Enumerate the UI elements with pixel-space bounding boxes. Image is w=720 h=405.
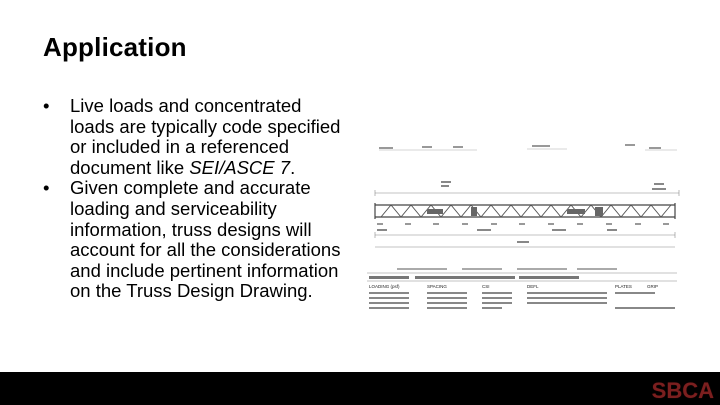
joint-labels [377,223,669,225]
plate-offsets-row [397,268,617,270]
table-header-plates: PLATES [615,284,632,289]
truss-webs [381,205,671,217]
dimension-labels-top [441,181,666,190]
bullet-text-1b: . [290,156,296,178]
bullet-item-1 [43,96,343,178]
table-header-loading: LOADING (psf) [369,284,400,289]
design-table [369,284,658,289]
dimension-line-bottom [375,232,675,247]
dimension-line-top [375,190,679,196]
footer-bar [0,372,720,405]
table-header-grip: GRIP [647,284,659,289]
bullet-list [43,96,343,302]
slide-title: Application [43,32,187,62]
sbca-logo: SBCA [651,378,714,403]
drawing-header-marks [379,144,661,149]
bullet-text-1a: Live loads and concentrated loads are typically code specified or included in a referenced document like [70,95,341,178]
table-header-csi: CSI [482,284,490,289]
truss-frame [375,203,675,219]
table-header-defl: DEFL [527,284,539,289]
table-header-spacing: SPACING [427,284,447,289]
bullet-emphasis-1: SEI/ASCE 7 [189,156,291,178]
truss-design-drawing-image [367,137,687,318]
bullet-item-2 [43,178,343,302]
design-table-rows [369,292,675,309]
bullet-text-2: Given complete and accurate loading and serviceability information, truss designs will account for all the considerations and include pertinent information on the Truss Design Drawing. [70,177,341,302]
